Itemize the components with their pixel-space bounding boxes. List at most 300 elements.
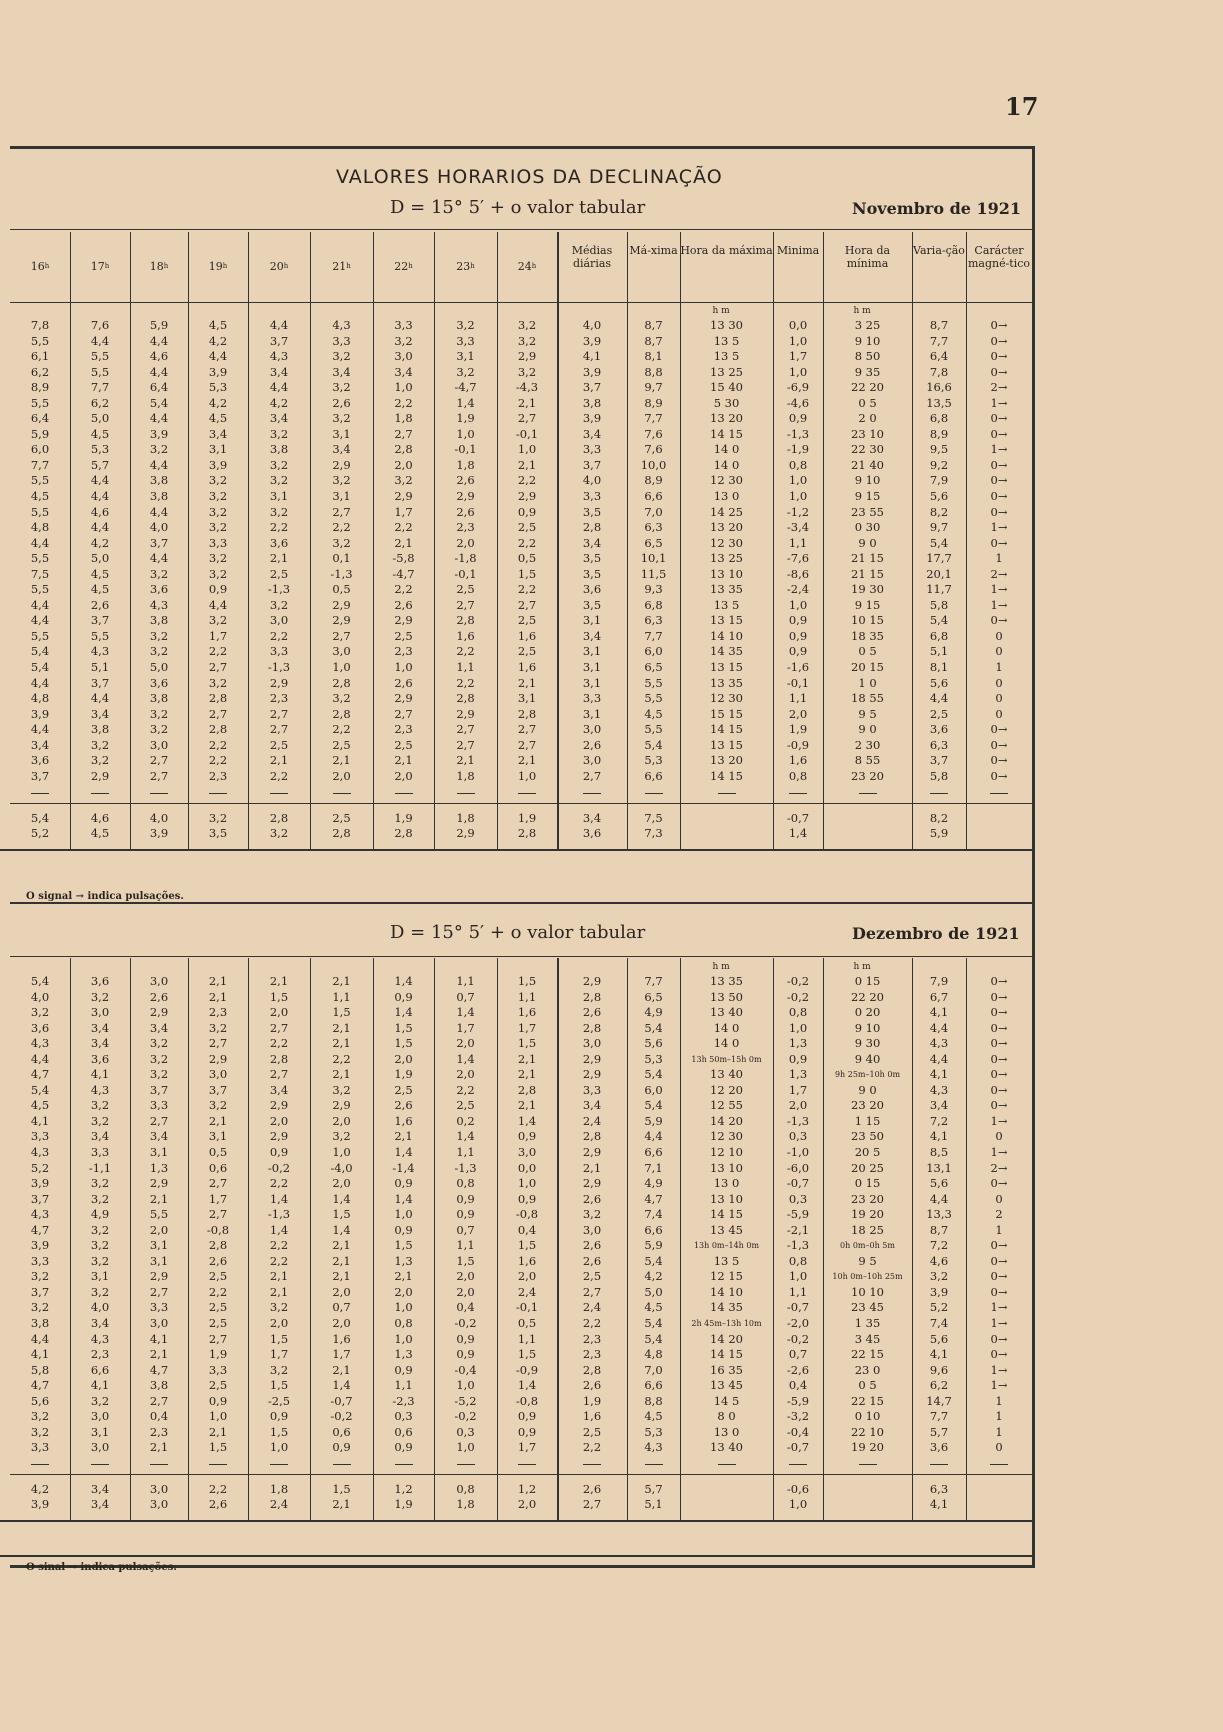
table-cell: 2,7 [149,768,169,783]
table-cell: 0,9 [456,1207,475,1222]
column-hora-minima [823,318,912,784]
table-cell: 3,2 [90,989,110,1004]
table-cell: 6,6 [644,489,663,504]
table-cell: 3 25 [854,318,881,332]
average-cell: 2,4 [269,1497,289,1512]
table-cell: 4,5 [90,426,110,441]
table-cell: 2,1 [269,974,289,988]
table-cell: 9,6 [929,1362,949,1377]
average-cell: 2,5 [332,810,351,825]
table-cell: 3,6 [30,1020,50,1035]
table-cell: 6,6 [644,1145,663,1160]
column-h20 [248,974,310,1456]
column-dash [150,793,168,794]
table-cell: 4,4 [30,1051,50,1066]
average-cell: 4,6 [90,810,110,825]
table-cell: 2,6 [394,675,413,690]
table-cell: 3,2 [208,566,228,581]
table-cell: -1,9 [786,442,810,457]
column-h18 [130,318,188,784]
table-cell: 2,3 [90,1347,110,1362]
average-cell: -0,6 [786,1482,810,1497]
table-cell: 4,1 [929,1129,949,1144]
table-cell: 3,2 [332,1082,351,1097]
table-cell: 3,2 [90,737,110,752]
table-cell: 5 30 [713,395,740,410]
table-cell: 1,7 [788,349,808,364]
table-cell: 1,9 [208,1347,228,1362]
table-cell: 5,4 [644,1067,663,1082]
table-cell: 2,1 [332,974,351,988]
table-cell: 3,6 [90,1051,110,1066]
table-cell: 4,4 [90,520,110,535]
table-cell: 2,7 [582,1284,602,1299]
table-cell: 1,0 [456,1440,475,1455]
table-cell: -1,3 [267,582,291,597]
table-cell: 1,4 [456,1051,475,1066]
table-cell: 2,1 [149,1191,169,1206]
average-cell: 7,5 [644,810,663,825]
table-cell: 20,1 [926,566,952,581]
table-cell: 5,5 [90,349,110,364]
table-cell: 1,1 [456,974,475,988]
table-cell: 6,6 [90,1362,110,1377]
column-hora-minima [823,974,912,1456]
table-cell: 2,1 [208,974,228,988]
table-cell: 1→ [990,1378,1008,1393]
table-cell: 9 0 [858,722,877,737]
table-cell: 2,8 [208,1238,228,1253]
table-cell: 4,0 [90,1300,110,1315]
table-cell: 0 15 [854,974,881,988]
table-cell: 4,1 [90,1378,110,1393]
table-cell: 3,5 [582,551,602,566]
table-cell: 1,6 [517,1005,537,1020]
table-cell: 3,3 [332,333,351,348]
table-cell: 3,8 [149,473,169,488]
table-cell: 5,4 [644,1098,663,1113]
table-cell: 1,0 [788,489,808,504]
table-cell: 5,4 [644,1331,663,1346]
table-cell: 0→ [990,1347,1008,1362]
table-cell: 2,3 [394,644,413,659]
table-cell: 0→ [990,974,1008,988]
table-cell: 2,9 [517,489,537,504]
table-cell: 2 30 [854,737,881,752]
table-cell: 8,7 [644,318,663,332]
table-cell: 2,7 [332,504,351,519]
table-cell: 0→ [990,489,1008,504]
table-cell: 3,1 [208,442,228,457]
table-cell: 5,0 [644,1284,663,1299]
average-cell: 7,3 [644,825,663,840]
table-cell: 4,4 [149,411,169,426]
table-cell: 2,5 [208,1269,228,1284]
table-cell: 4,4 [90,473,110,488]
table-cell: 3,2 [149,644,169,659]
table-cell: 1,9 [582,1393,602,1408]
table-cell: 0→ [990,1098,1008,1113]
table-cell: 8,9 [644,473,663,488]
average-cell: 5,9 [929,825,949,840]
table-cell: 3,9 [30,706,50,721]
table-cell: 3,2 [30,1300,50,1315]
table-cell: 7,7 [929,1409,949,1424]
table-cell: -0,7 [786,1440,810,1455]
table-cell: 1,5 [208,1440,228,1455]
table-cell: 5,3 [644,753,663,768]
table-cell: 0,9 [788,628,808,643]
average-cell: 5,1 [644,1497,663,1512]
table-cell: 5,1 [929,644,949,659]
table-cell: 0,9 [394,1440,413,1455]
table-cell: 4,0 [149,520,169,535]
table-cell: 5,6 [929,1331,949,1346]
table-cell: 0,8 [788,457,808,472]
table-cell: 2,1 [149,1347,169,1362]
table-cell: 4,3 [30,1036,50,1051]
table-cell: 2,9 [332,597,351,612]
table-cell: 4,6 [149,349,169,364]
table-cell: 2,6 [582,1005,602,1020]
table-cell: 13,1 [926,1160,952,1175]
column-h16 [10,318,70,784]
table-cell: 0→ [990,1051,1008,1066]
table-cell: 2,2 [269,1253,289,1268]
table-cell: 1,5 [394,1020,413,1035]
table-cell: 7,8 [30,318,50,332]
table-cell: 1,0 [788,364,808,379]
table-cell: -4,0 [330,1160,353,1175]
table-cell: 1,1 [517,989,537,1004]
table-cell: 0 [995,644,1003,659]
column-hora-maxima [680,974,773,1456]
table-cell: 2,5 [517,520,537,535]
table-cell: 4,5 [644,1300,663,1315]
table-cell: 9 0 [858,1082,877,1097]
table-cell: 13 45 [710,1222,743,1237]
table-cell: 3,1 [149,1145,169,1160]
average-cell: 1,9 [517,810,537,825]
table-cell: 2,9 [90,768,110,783]
table-cell: 1,7 [788,1082,808,1097]
table-cell: 1,0 [517,1176,537,1191]
table-cell: 3,2 [30,1269,50,1284]
table-cell: 1,3 [788,1036,808,1051]
table-cell: 0 [995,691,1003,706]
table-cell: 3,5 [582,597,602,612]
column-dash [990,793,1008,794]
table-cell: 2,3 [269,691,289,706]
table-cell: 8,9 [929,426,949,441]
column-dash [930,1464,948,1465]
table-cell: 13,5 [926,395,952,410]
table-cell: 1,9 [394,1067,413,1082]
table-cell: 2,1 [456,753,475,768]
table-cell: 0,9 [517,1129,537,1144]
average-cell: 2,8 [332,825,351,840]
table-cell: 1,5 [332,1005,351,1020]
table-cell: 0,9 [208,582,228,597]
table-cell: 2,2 [517,473,537,488]
table-cell: 13 45 [710,1378,743,1393]
table-cell: 0 5 [858,644,877,659]
column-variacao [912,974,966,1456]
table-cell: 3,2 [208,1098,228,1113]
table-cell: 2,7 [517,411,537,426]
table-cell: 2,7 [208,1176,228,1191]
table-cell: 7,5 [30,566,50,581]
table-cell: -1,3 [786,1238,810,1253]
table-cell: 2,6 [90,597,110,612]
table-cell: -0,7 [786,1176,810,1191]
table-cell: 3,2 [269,1300,289,1315]
table-cell: 2h 45m–13h 10m [691,1319,762,1329]
average-cell: 3,4 [90,1482,110,1497]
table-cell: 0,7 [332,1300,351,1315]
table-cell: 2,8 [582,1020,602,1035]
table-cell: 4,1 [582,349,602,364]
table-cell: 1,5 [269,1378,289,1393]
table-cell: 4,1 [929,1347,949,1362]
table-cell: 1,5 [394,1238,413,1253]
table-cell: -5,2 [454,1393,477,1408]
table-cell: 4,7 [30,1222,50,1237]
table-cell: 3,4 [30,737,50,752]
table-cell: 14 25 [710,504,743,519]
header-h19: 19$^h$ [208,260,228,273]
table-cell: 3,2 [208,489,228,504]
average-cell: -0,7 [786,810,810,825]
table-cell: 11,5 [640,566,667,581]
table-cell: 3,4 [269,1082,289,1097]
column-caracter [966,318,1032,784]
table-cell: 3,2 [90,1253,110,1268]
table-cell: 2,3 [149,1424,169,1439]
table-cell: 7,7 [644,974,663,988]
table-cell: 1,8 [456,768,475,783]
table-cell: 2,8 [456,613,475,628]
column-h24 [497,318,557,784]
table-cell: 2,6 [149,989,169,1004]
table-cell: 9 30 [854,1036,881,1051]
table-cell: 2,2 [208,737,228,752]
table-cell: 8 0 [717,1409,736,1424]
table-cell: 2,1 [269,1269,289,1284]
table-cell: 7,6 [644,442,663,457]
average-cell: 3,5 [208,825,228,840]
table-cell: 2,9 [269,1098,289,1113]
table-cell: 4,4 [30,535,50,550]
table-cell: 13 20 [710,520,743,535]
average-cell: 3,9 [149,825,169,840]
column-h19 [188,974,248,1456]
table-cell: 2,2 [394,582,413,597]
table-cell: 3,6 [269,535,289,550]
table-cell: -4,6 [786,395,810,410]
table-cell: -0,4 [786,1424,810,1439]
table-cell: 2,9 [269,1129,289,1144]
table-cell: -1,0 [786,1145,810,1160]
table-cell: 13 0 [713,489,740,504]
table-cell: 2,0 [394,1051,413,1066]
table-cell: -2,5 [267,1393,291,1408]
average-cell: 4,2 [30,1482,50,1497]
table-cell: 4,7 [644,1191,663,1206]
table-cell: 2,1 [332,1269,351,1284]
table-cell: 9h 25m–10h 0m [834,1070,901,1080]
column-h19 [188,318,248,784]
table-cell: -0,2 [786,974,810,988]
table-cell: 1,4 [269,1191,289,1206]
table-cell: 3,7 [269,333,289,348]
table-cell: 6,5 [644,660,663,675]
average-cell: 2,9 [456,825,475,840]
column-h23 [434,974,497,1456]
table-cell: 3,0 [208,1067,228,1082]
table-cell: 1,1 [456,1238,475,1253]
average-cell: 3,2 [208,810,228,825]
table-cell: 1→ [990,1145,1008,1160]
section-bottom-line [0,849,1032,851]
table-cell: 3,2 [394,473,413,488]
table-cell: 12 30 [710,1129,743,1144]
table-cell: 2,6 [394,1098,413,1113]
table-cell: 1,5 [269,1331,289,1346]
table-cell: 1,5 [517,566,537,581]
table-cell: 6,0 [644,1082,663,1097]
table-cell: 4,3 [929,1036,949,1051]
table-cell: 13 15 [710,660,743,675]
table-cell: 0→ [990,504,1008,519]
table-cell: 2,3 [208,768,228,783]
table-cell: 3,2 [90,753,110,768]
table-cell: 6,3 [644,520,663,535]
table-cell: 3,4 [90,1129,110,1144]
table-cell: 5,4 [644,1020,663,1035]
table-cell: 1,0 [456,426,475,441]
table-cell: 2,4 [582,1113,602,1128]
table-cell: 2,6 [456,473,475,488]
table-cell: 21 40 [851,457,884,472]
table-cell: 0,6 [332,1424,351,1439]
table-cell: 2,1 [208,989,228,1004]
table-cell: 5,8 [929,597,949,612]
table-cell: 3,4 [269,411,289,426]
table-cell: -0,7 [330,1393,353,1408]
table-cell: 3,0 [149,974,169,988]
table-cell: 4,2 [90,535,110,550]
table-cell: 22 20 [851,380,884,395]
table-cell: 8,9 [644,395,663,410]
main-title: VALORES HORARIOS DA DECLINAÇÃO [336,166,723,188]
table-cell: 2,9 [149,1269,169,1284]
table-cell: 14 35 [710,644,743,659]
table-cell: 3,2 [517,364,537,379]
table-cell: 14 20 [710,1331,743,1346]
table-cell: 3,2 [149,1051,169,1066]
table-cell: 1,0 [788,473,808,488]
table-cell: 4,6 [90,504,110,519]
table-cell: 2,7 [208,1331,228,1346]
table-cell: 3,2 [90,1113,110,1128]
table-cell: 8,8 [644,1393,663,1408]
column-dash [583,793,601,794]
table-cell: 0 20 [854,1005,881,1020]
table-cell: 1,8 [456,457,475,472]
table-cell: 2,5 [929,706,949,721]
table-cell: 3,4 [582,535,602,550]
table-cell: 0,9 [517,1191,537,1206]
table-cell: 0→ [990,753,1008,768]
table-cell: 2,0 [394,768,413,783]
column-dash [930,793,948,794]
table-cell: 1,3 [394,1253,413,1268]
table-cell: -1,1 [88,1160,112,1175]
table-cell: 3,2 [90,1284,110,1299]
table-cell: 1,0 [394,1207,413,1222]
table-cell: 2,0 [456,1284,475,1299]
table-cell: 3,8 [30,1316,50,1331]
table-cell: 9 5 [858,1253,877,1268]
table-cell: 2,9 [332,1098,351,1113]
table-cell: 3,4 [929,1098,949,1113]
table-cell: 6,7 [929,989,949,1004]
average-cell: 6,3 [929,1482,949,1497]
table-cell: 23 20 [851,1191,884,1206]
table-cell: 14 0 [713,457,740,472]
table-cell: 3,2 [332,411,351,426]
table-cell: 20 5 [854,1145,881,1160]
table-cell: 1,5 [394,1036,413,1051]
table-cell: -8,6 [786,566,810,581]
table-cell: 3,2 [269,473,289,488]
table-cell: -1,3 [267,660,291,675]
table-cell: -0,2 [267,1160,291,1175]
table-cell: 5,4 [644,737,663,752]
table-cell: -0,1 [454,566,477,581]
table-cell: 2,1 [332,753,351,768]
table-cell: 3,2 [269,504,289,519]
table-cell: 15 15 [710,706,743,721]
table-cell: 2,6 [582,1238,602,1253]
table-cell: 5,5 [30,333,50,348]
table-cell: 4,4 [149,504,169,519]
table-cell: 2,1 [394,1129,413,1144]
table-cell: 5,3 [90,442,110,457]
header-caracter: Carácter magné-tico [967,244,1031,270]
column-dash [990,1464,1008,1465]
table-cell: 4,3 [644,1440,663,1455]
table-cell: -0,8 [206,1222,230,1237]
column-dash [718,793,736,794]
table-cell: 4,4 [208,349,228,364]
table-cell: 3,6 [929,722,949,737]
table-cell: 3,2 [269,597,289,612]
table-cell: 2,7 [208,706,228,721]
table-cell: 5,4 [30,644,50,659]
table-cell: 3,0 [90,1409,110,1424]
table-cell: 1,7 [394,504,413,519]
table-cell: 2,1 [332,1067,351,1082]
table-cell: 7,7 [929,333,949,348]
table-cell: 4,3 [149,597,169,612]
table-cell: 0→ [990,737,1008,752]
table-cell: 3,1 [582,706,602,721]
table-cell: 23 50 [851,1129,884,1144]
table-cell: 0→ [990,1331,1008,1346]
table-cell: 2,9 [208,1051,228,1066]
